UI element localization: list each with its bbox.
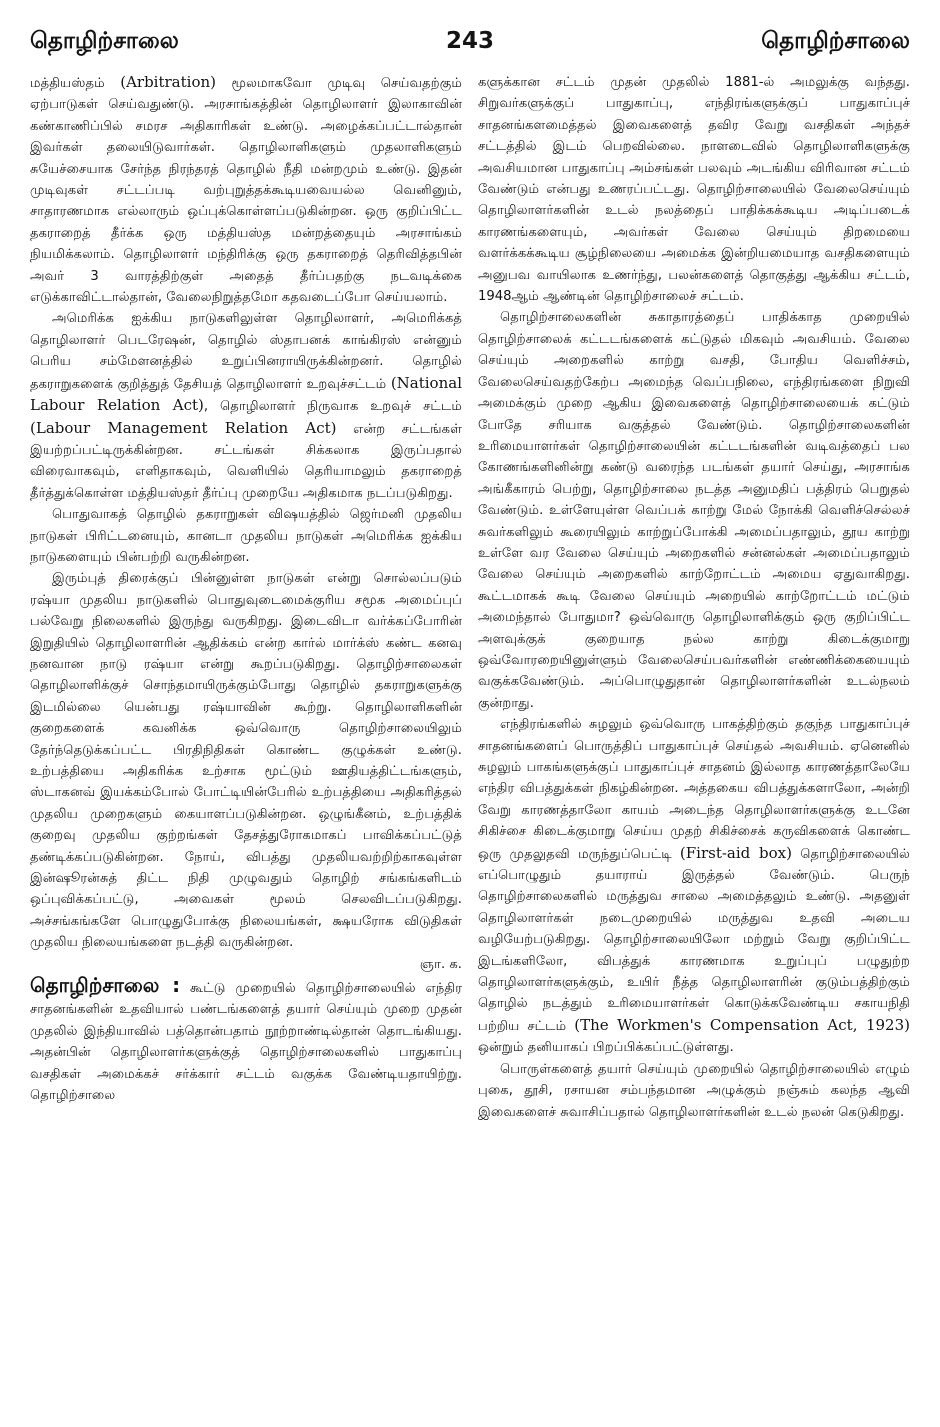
text-run: எந்திரங்களில் சுழலும் ஒவ்வொரு பாகத்திற்கும் தகுந்த பாதுகாப்புச் சாதனங்களைப் பொருத்திப் பாதுகாப்புச் செய்தல் அவசியம். ஏனெனில் சுழலும் பாகங்களுக்குப் பாதுகாப்புச் சாதனம் இல்லாத காரணத்தாலேயே எந்திர விபத்துக்கள் நிகழ்கின்றன. அத்தகைய விபத்துக்களாலோ, அன்றி வேறு காரணத்தாலோ காயம் அடைந்த தொழிலாளர்களுக்கு உடனே சிகிச்சை கிடைக்குமாறு செய்ய முதற் சிகிச்சைக் கருவிகளைக் கொண்ட ஒரு முதலுதவி மருந்துப்பெட்டி (478, 717, 910, 862)
paragraph: பொதுவாகத் தொழில் தகராறுகள் விஷயத்தில் ஜெர்மனி முதலிய நாடுகள் பிரிட்டனையும், கானடா முதலிய நாடுகள் அமெரிக்க ஐக்கிய நாடுகளையும் பின்பற்றி வருகின்றன. (30, 507, 462, 565)
latin-term: (National Labour Relation Act) (30, 373, 462, 415)
paragraph: இரும்புத் திரைக்குப் பின்னுள்ள நாடுகள் என்று சொல்லப்படும் ரஷ்யா முதலிய நாடுகளில் பொதுவுடைமைக்குரிய சமூக அமைப்புப் பல்வேறு நிலைகளில் இருந்து வருகிறது. இடைவிடா வர்க்கப்போரின் இறுதியில் தொழிலாளரின் ஆதிக்கம் என்ற கார்ல் மார்க்ஸ் கண்ட கனவு நனவான நாடு ரஷ்யா என்று கூறப்படுகிறது. தொழிற்சாலைகள் தொழிலாளிக்குச் சொந்தமாயிருக்கும்போது தொழில் தகராறுகளுக்கு இடமில்லை யென்பது ரஷ்யாவின் கூற்று. தொழிலாளிகளின் குறைகளைக் கவனிக்க ஒவ்வொரு தொழிற்சாலையிலும் தேர்ந்தெடுக்கப்பட்ட பிரதிநிதிகள் கொண்ட குழுக்கள் உண்டு. உற்பத்தியை அதிகரிக்க உற்சாக மூட்டும் ஊதியத்திட்டங்களும், ஸ்டாகனவ் இயக்கம்போல் போட்டியின்பேரில் உற்பத்தியை அதிகரித்தல் முதலிய முறைகளும் கையாளப்படுகின்றன. ஒழுங்கீனம், உற்பத்திக் குறைவு முதலிய குற்றங்கள் தேசத்துரோகமாகப் பாவிக்கப்பட்டுத் தண்டிக்கப்படுகின்றன. நோய், விபத்து முதலியவற்றிற்காகவுள்ள இன்ஷூரன்சுத் திட்ட நிதி முழுவதும் தொழிற் சங்கங்களிடம் ஒப்புவிக்கப்பட்டு, அவைகள் மூலம் செலவிடப்படுகிறது. அச்சங்கங்களே பொழுதுபோக்கு நிலையங்கள், க்ஷயரோக விடுதிகள் முதலிய நிலையங்களை நடத்தி வருகின்றன. (30, 571, 462, 951)
paragraph: தொழிற்சாலைகளின் சுகாதாரத்தைப் பாதிக்காத முறையில் தொழிற்சாலைக் கட்டடங்களைக் கட்டுதல் மிகவும் அவசியம். வேலை செய்யும் அறைகளில் காற்று வசதி, போதிய வெளிச்சம், வேலைசெய்வதற்கேற்ப அமைந்த வெப்பநிலை, எந்திரங்களை நிறுவி அமைக்கும் முறை ஆகிய இவைகளைத் தொழிற்சாலையைக் கட்டும் போதே சரியாக வகுத்தல் வேண்டும். தொழிற்சாலைகளின் உரிமையாளர்கள் தொழிற்சாலையின் கட்டடங்களின் வடிவத்தைப் பல கோணங்களினின்று கண்டு வரைந்த படங்கள் தயார் செய்து, அரசாங்க அங்கீகாரம் பெற்று, தொழிற்சாலை நடத்த அனுமதிப் பத்திரம் பெறுதல் வேண்டும். உள்ளேயுள்ள வெப்பக் காற்று மேல் நோக்கி வெளிச்செல்லச் சுவர்களிலும் கூரையிலும் காற்றுப்போக்கி அமைப்பதாலும், தூய காற்று உள்ளே வர வேலை செய்யும் அறைகளில் சன்னல்கள் அமைப்பதாலும் வேலை செய்யும் அறைகளில் காற்றோட்டம் அமைய ஏதுவாகிறது. கூட்டமாகக் கூடி வேலை செய்யும் அறையில் காற்றோட்டம் மட்டும் அமைந்தால் போதுமா? ஒவ்வொரு தொழிலாளிக்கும் ஒரு குறிப்பிட்ட அளவுக்குக் குறையாத நல்ல காற்று கிடைக்குமாறு ஒவ்வோரறையினுள்ளும் வேலைசெய்பவர்களின் எண்ணிக்கையையும் வகுக்கவேண்டும். அப்பொழுதுதான் தொழிலாளர்களின் உடல்நலம் குன்றாது. (478, 310, 910, 711)
latin-term: (First-aid box) (679, 843, 792, 862)
paragraph: பொருள்களைத் தயார் செய்யும் முறையில் தொழிற்சாலையில் எழும் புகை, தூசி, ரசாயன சம்பந்தமான அழுக்கும் நஞ்சும் கலந்த ஆவி இவைகளைச் சுவாசிப்பதால் தொழிலாளர்களின் உடல் நலன் கெடுகிறது. (478, 1061, 910, 1120)
text-run: மத்தியஸ்தம் (30, 76, 121, 91)
text-run: , தொழிலாளர் நிருவாக உறவுச் சட்டம் (203, 399, 462, 415)
paragraph (478, 714, 910, 1059)
entry-headword: தொழிற்சாலை : (30, 973, 181, 998)
left-column (30, 72, 462, 1123)
latin-term: (Arbitration) (120, 73, 216, 91)
page-header (30, 28, 910, 72)
paragraph (30, 72, 462, 308)
author-signature: ஞா. க. (419, 956, 462, 972)
text-run: தொழிற்சாலையில் எப்பொழுதும் தயாராய் இருத்தல் வேண்டும். பெருந் தொழிற்சாலைகளில் மருத்துவ சாலை அமைத்தலும் உண்டு. அதனுள் தொழிலாளர்கள் நடைமுறையில் மருத்துவ உதவி அடைய வழியேற்படுகிறது. தொழிற்சாலையிலோ மற்றும் வேறு குறிப்பிட்ட இடங்களிலோ, விபத்துக் காரணமாக உறுப்புப் பழுதுற்ற தொழிலாளர்களுக்கும், உயிர் நீத்த தொழிலாளரின் குடும்பத்திற்கும் தொழில் நடத்தும் உரிமையாளர்கள் கொடுக்கவேண்டிய சகாயநிதி பற்றிய சட்டம் (478, 846, 911, 1034)
text-columns (30, 72, 910, 1123)
latin-term: (The Workmen's Compensation Act, 1923) (574, 1015, 910, 1034)
text-run: மூலமாகவோ முடிவு செய்வதற்கும் ஏற்பாடுகள் செய்வதுண்டு. அரசாங்கத்தின் தொழிலாளர் இலாகாவின் கண்காணிப்பில் சமரச அதிகாரிகள் உண்டு. அழைக்கப்பட்டால்தான் இவர்கள் தலையிடுவார்கள். தொழிலாளிகளும் முதலாளிகளும் சுயேச்சையாக சேர்ந்த நிரந்தரத் தொழில் நீதி மன்றமும் உண்டு. இதன் முடிவுகள் சட்டப்படி வற்புறுத்தக்கூடியவையல்ல வெனினும், சாதாரணமாக எல்லாரும் ஒப்புக்கொள்ளப்படுகின்றன. ஒரு குறிப்பிட்ட தகராறைத் தீர்க்க ஒரு மத்தியஸ்த மன்றத்தையும் அரசாங்கம் நியமிக்கலாம். தொழிலாளர் மந்திரிக்கு ஒரு தகராறைத் தெரிவித்தபின் அவர் 3 வாரத்திற்குள் அதைத் தீர்ப்பதற்கு நடவடிக்கை எடுக்காவிட்டால்தான், வேலைநிறுத்தமோ கதவடைப்போ செய்யலாம். (30, 76, 463, 306)
latin-term: (Labour Management Relation Act) (30, 418, 337, 437)
text-run: ஒன்றும் தனியாகப் பிறப்பிக்கப்பட்டுள்ளது. (478, 1040, 734, 1056)
paragraph (30, 975, 462, 1106)
right-column (478, 72, 910, 1123)
page-number: 243 (445, 28, 494, 54)
text-run: என்ற சட்டங்கள் இயற்றப்பட்டிருக்கின்றன. சட்டங்கள் சிக்கலாக இருப்பதால் விரைவாகவும், எளிதாகவும், வெளியில் தெரியாமலும் தகராறைத் தீர்த்துக்கொள்ள மத்தியஸ்தர் தீர்ப்பு முறையே அதிகமாக நடப்படுகிறது. (30, 421, 462, 501)
text-run: அமெரிக்க ஐக்கிய நாடுகளிலுள்ள தொழிலாளர், அமெரிக்கத் தொழிலாளர் பெடரேஷன், தொழில் ஸ்தாபனக் காங்கிரஸ் என்னும் பெரிய சம்மேளனத்தில் உறுப்பினராயிருக்கின்றனர். தொழில் தகராறுகளைக் குறித்துத் தேசியத் தொழிலாளர் உறவுச்சட்டம் (30, 311, 462, 392)
text-run: கூட்டு முறையில் தொழிற்சாலையில் எந்திர சாதனங்களின் உதவியால் பண்டங்களைத் தயார் செய்யும் முறை முதன் முதலில் இந்தியாவில் பத்தொன்பதாம் நூற்றாண்டில்தான் தொடங்கியது. அதன்பின் தொழிலாளர்களுக்குத் தொழிற்சாலைகளில் பாதுகாப்பு வசதிகள் அமைக்கச் சர்க்கார் சட்டம் வகுக்க வேண்டியதாயிற்று. தொழிற்சாலை (30, 981, 463, 1104)
paragraph (30, 308, 462, 504)
paragraph: களுக்கான சட்டம் முதன் முதலில் 1881-ல் அமலுக்கு வந்தது. சிறுவர்களுக்குப் பாதுகாப்பு, எந்திரங்களுக்குப் பாதுகாப்புச் சாதனங்களமைத்தல் இவைகளைத் தவிர வேறு வசதிகள் அந்தச் சட்டத்தில் இடம் பெறவில்லை. நாளடைவில் தொழிலாளிகளுக்கு அவசியமான பாதுகாப்பு அம்சங்கள் பலவும் அடங்கிய விரிவான சட்டம் வேண்டும் என்பது உணரப்பட்டது. தொழிற்சாலையில் வேலைசெய்யும் தொழிலாளர்களின் உடல் நலத்தைப் பாதிக்கக்கூடிய அடிப்படைக் காரணங்களையும், அவர்கள் வேலை செய்யும் திறமையை வளர்க்கக்கூடிய சூழ்நிலையை அமைக்க இன்றியமையாத வசதிகளையும் அனுபவ வாயிலாக உணர்ந்து, பலன்களைத் தொகுத்து ஆக்கிய சட்டம், 1948ஆம் ஆண்டின் தொழிற்சாலைச் சட்டம். (478, 75, 910, 305)
running-head-left: தொழிற்சாலை (30, 28, 179, 54)
running-head-right: தொழிற்சாலை (761, 28, 910, 54)
